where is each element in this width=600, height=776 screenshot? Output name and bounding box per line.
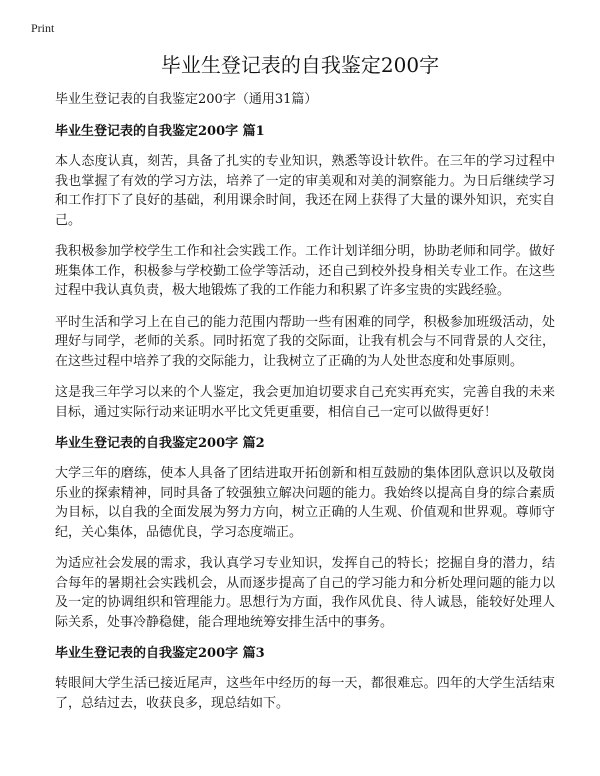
section-heading: 毕业生登记表的自我鉴定200字 篇1 [55, 124, 265, 139]
paragraph: 为适应社会发展的需求，我认真学习专业知识，发挥自己的特长；挖掘自身的潜力，结合每年的暑期社会实践机会，从而逐步提高了自己的学习能力和分析处理问题的能力以及一定的协调组织和管理能力。思想行为方面，我作风优良、待人诚恳，能较好处理人际关系，处事冷静稳健，能合理地统筹安排生活中的事务。 [55, 556, 555, 630]
section-heading: 毕业生登记表的自我鉴定200字 篇2 [55, 436, 265, 451]
section-heading: 毕业生登记表的自我鉴定200字 篇3 [55, 646, 265, 661]
paragraph: 这是我三年学习以来的个人鉴定，我会更加迫切要求自己充实再充实，完善自我的未来目标，通过实际行动来证明水平比文凭更重要，相信自己一定可以做得更好！ [55, 385, 555, 420]
page-title: 毕业生登记表的自我鉴定200字 [160, 53, 440, 77]
article-body [55, 90, 555, 725]
paragraph: 平时生活和学习上在自己的能力范围内帮助一些有困难的同学，积极参加班级活动，处理好与同学，老师的关系。同时拓宽了我的交际面，让我有机会与不同背景的人交往，在这些过程中培养了我的交际能力，让我树立了正确的为人处世态度和处事原则。 [55, 314, 555, 369]
article-subtitle: 毕业生登记表的自我鉴定200字（通用31篇） [55, 92, 318, 107]
paragraph: 转眼间大学生活已接近尾声，这些年中经历的每一天，都很难忘。四年的大学生活结束了，总结过去，收获良多，现总结如下。 [55, 676, 555, 711]
paragraph: 我积极参加学校学生工作和社会实践工作。工作计划详细分明，协助老师和同学。做好班集体工作，积极参与学校勤工俭学等活动，还自己到校外投身相关专业工作。在这些过程中我认真负责，极大地锻炼了我的工作能力和积累了许多宝贵的实践经验。 [55, 244, 555, 298]
paragraph: 本人态度认真，刻苦，具备了扎实的专业知识，熟悉等设计软件。在三年的学习过程中我也掌握了有效的学习方法，培养了一定的审美观和对美的洞察能力。为日后继续学习和工作打下了良好的基础，利用课余时间，我还在网上获得了大量的课外知识，充实自己。 [55, 154, 555, 228]
section-2 [55, 434, 555, 632]
paragraph: 大学三年的磨练，使本人具备了团结进取开拓创新和相互鼓励的集体团队意识以及敬岗乐业的探索精神，同时具备了较强独立解决问题的能力。我始终以提高自身的综合素质为目标，以自我的全面发展为努力方向，树立正确的人生观、价值观和世界观。尊师守纪，关心集体，品德优良，学习态度端正。 [55, 466, 555, 540]
print-link[interactable]: Print [31, 21, 55, 35]
section-3 [55, 644, 555, 713]
section-1 [55, 122, 555, 422]
